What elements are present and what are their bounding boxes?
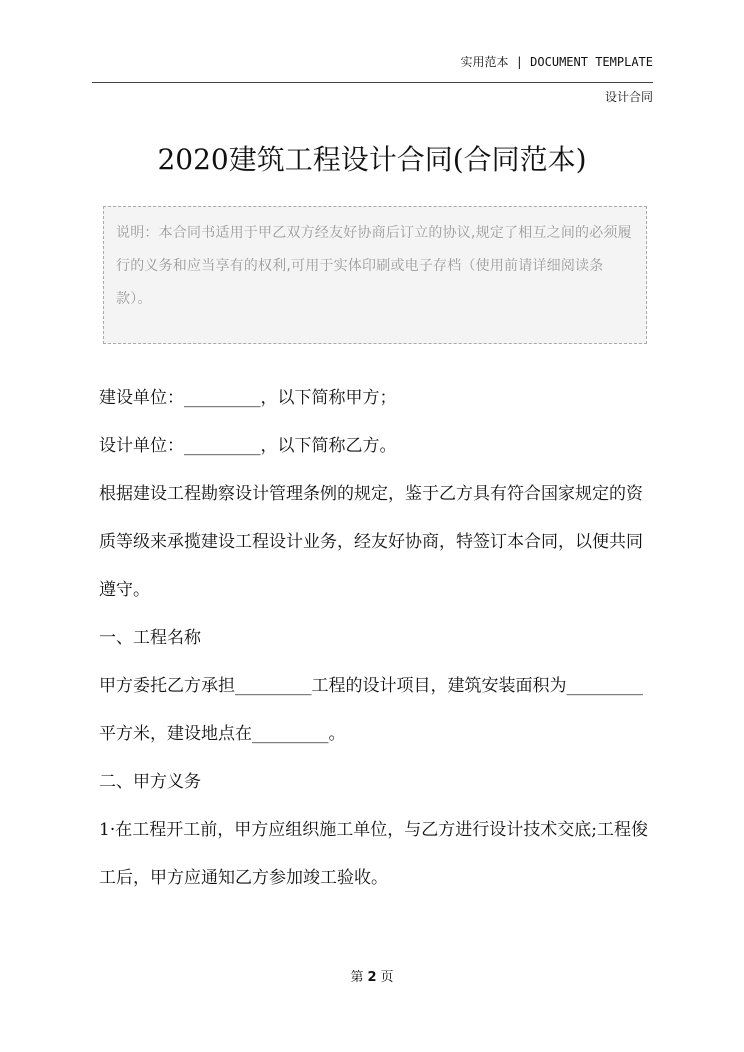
document-title: 2020建筑工程设计合同(合同范本) (157, 143, 587, 176)
page-footer (0, 966, 744, 985)
usage-note-text: 说明：本合同书适用于甲乙双方经友好协商后订立的协议,规定了相互之间的必须履行的义务和应当享有的权利,可用于实体印刷或电子存档（使用前请详细阅读条款）。 (116, 225, 632, 307)
header-brand: 实用范本 | DOCUMENT TEMPLATE (460, 55, 653, 69)
preamble-paragraph: 根据建设工程勘察设计管理条例的规定，鉴于乙方具有符合国家规定的资质等级来承揽建设工程设计业务，经友好协商，特签订本合同，以便共同遵守。 (99, 484, 643, 600)
usage-note-box (103, 206, 647, 344)
header-divider (92, 82, 653, 83)
party-a-line: 建设单位：_________，以下简称甲方； (99, 388, 397, 408)
header-category: 设计合同 (604, 90, 653, 104)
section-heading-party-a-obligations: 二、甲方义务 (99, 772, 201, 792)
footer-suffix: 页 (380, 970, 394, 985)
page-number: 2 (367, 970, 377, 985)
contract-body (99, 374, 654, 902)
section-heading-project-name: 一、工程名称 (99, 628, 201, 648)
footer-prefix: 第 (350, 970, 364, 985)
party-b-line: 设计单位：_________，以下简称乙方。 (99, 436, 397, 456)
project-name-paragraph: 甲方委托乙方承担_________工程的设计项目，建筑安装面积为_________平方米，建设地点在_________。 (99, 676, 643, 744)
obligation-item-1: 1·在工程开工前，甲方应组织施工单位，与乙方进行设计技术交底;工程俊工后，甲方应通知乙方参加竣工验收。 (99, 820, 648, 888)
